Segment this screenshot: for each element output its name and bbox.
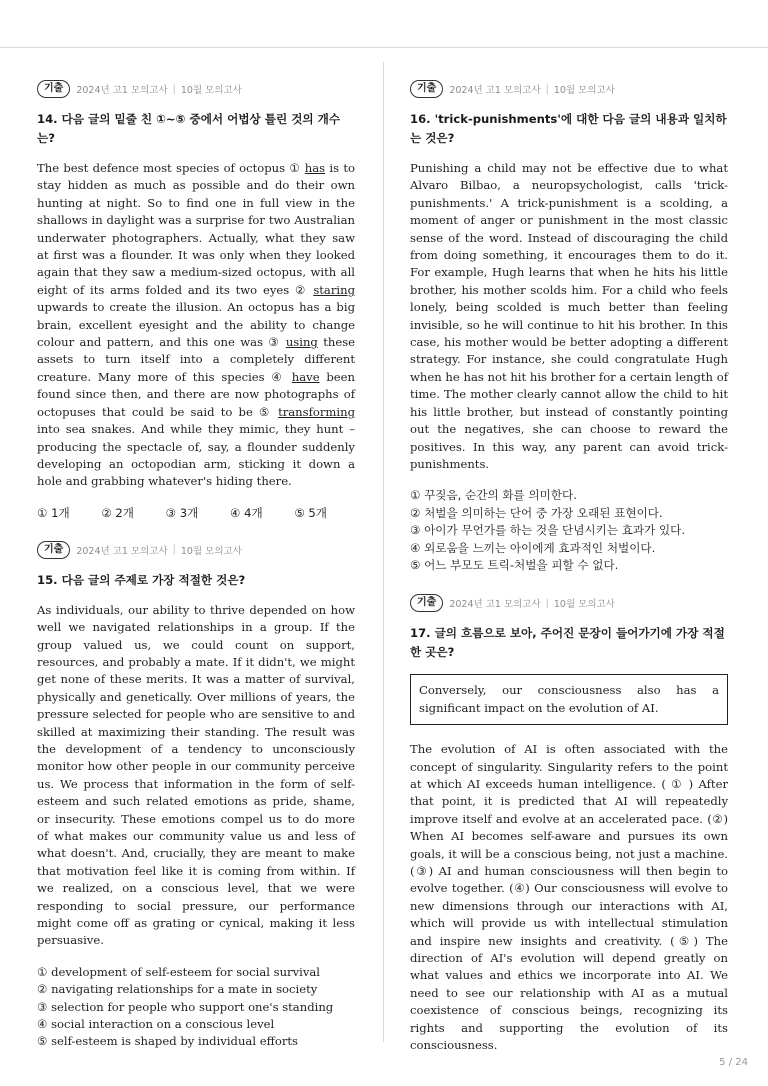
choice-2[interactable]: ② navigating relationships for a mate in society [37, 982, 318, 997]
choice-3[interactable]: ③ 3개 [165, 505, 199, 520]
question-meta [410, 594, 728, 612]
exam-year: 2024년 고1 모의고사 [449, 85, 541, 96]
question-passage: The evolution of AI is often associated with the concept of singularity. Singularity refers to the point at which AI exceeds human intelligence. ( ① ) After that point, it is predicted that AI will repeatedly improve itself and evolve at an accelerated pace. (②) When AI becomes self-aware and pursues its own goals, it will be a conscious being, not just a machine. (③) AI and human consciousness will then begin to evolve together. (④) Our consciousness will evolve to new dimensions through our interactions with AI, which will provide us with intellectual stimulation and inspire new insights and creativity. (⑤) The direction of AI's evolution will depend greatly on what values and ethics we incorporate into AI. We need to see our relationship with AI as a mutual coexistence of conscious beings, recognizing its rights and supporting the evolution of its consciousness. [410, 742, 728, 1053]
choice-3[interactable]: ③ selection for people who support one's standing [37, 999, 334, 1014]
source-tag: 기출 [37, 80, 70, 98]
question-title: 14. 다음 글의 밑줄 친 ①~⑤ 중에서 어법상 틀린 것의 개수는? [37, 112, 341, 145]
exam-month: 10월 모의고사 [553, 599, 615, 611]
passage-text: The best defence most species of octopus ① [37, 161, 305, 175]
right-column [410, 80, 728, 1074]
left-column [37, 80, 355, 1071]
exam-year: 2024년 고1 모의고사 [76, 85, 168, 96]
question-passage [37, 160, 355, 491]
question-passage: Punishing a child may not be effective due to what Alvaro Bilbao, a neuropsychologist, calls 'trick-punishments.' A trick-punishment is a scolding, a moment of anger or punishment in the most classic sense of the word. Instead of discouraging the child from doing something, it encourages them to do it. For example, Hugh learns that when he hits his little brother, his mother scolds him. For a child who feels lonely, being scolded is much better than feeling invisible, so he will continue to hit his brother. In this case, his mother would be better adopting a different strategy. For instance, she could congratulate Hugh when he has not hit his brother for a certain length of time. The mother clearly cannot allow the child to hit his little brother, but instead of constantly pointing out the negatives, she can choose to reward the positives. In this way, any parent can avoid trick-punishments. [410, 161, 728, 471]
question-meta [37, 541, 355, 559]
choice-4[interactable]: ④ 4개 [229, 505, 263, 520]
choice-1[interactable]: ① 꾸짖음, 순간의 화를 의미한다. [410, 488, 577, 503]
answer-choices [410, 487, 728, 574]
passage-text: into sea snakes. And while they mimic, they hunt – producing the spectacle of, say, a flounder suddenly developing an octopodian arm, sticking it down a hole and grabbing whatever's hiding there. [37, 422, 355, 489]
column-divider [383, 62, 384, 1042]
passage-text: been found since then, and there are now photographs of octopuses that could be said to be ⑤ [37, 369, 355, 419]
exam-year: 2024년 고1 모의고사 [76, 545, 168, 557]
answer-choices [37, 964, 355, 1051]
exam-year: 2024년 고1 모의고사 [449, 599, 541, 611]
underlined-word-2: staring [313, 282, 355, 297]
choice-2[interactable]: ② 처벌을 의미하는 단어 중 가장 오래된 표현이다. [410, 505, 663, 520]
meta-separator: | [545, 597, 549, 609]
source-tag: 기출 [37, 541, 70, 559]
choice-5[interactable]: ⑤ self-esteem is shaped by individual efforts [37, 1034, 298, 1049]
choice-4[interactable]: ④ social interaction on a conscious level [37, 1017, 275, 1032]
question-title: 15. 다음 글의 주제로 가장 적절한 것은? [37, 572, 246, 587]
question-16 [410, 80, 728, 574]
question-passage: As individuals, our ability to thrive depended on how well we navigated relationships in a group. If the group valued us, we could count on support, resources, and probably a mate. If it didn't, we might get none of these merits. It was a matter of survival, physically and genetically. Over millions of years, the pressure selected for people who are sensitive to and skilled at maximizing their standing. The result was the development of a tendency to unconsciously monitor how other people in our community perceive us. We process that information in the form of self-esteem and such related emotions as pride, shame, or insecurity. These emotions compel us to do more of what makes our community value us and less of what doesn't. And, crucially, they are meant to make that motivation feel like it is coming from within. If we realized, on a conscious level, that we were responding to social pressure, our performance might come off as grating or cynical, making it less persuasive. [37, 602, 355, 948]
page-number: 5 / 24 [719, 1057, 748, 1068]
question-15 [37, 541, 355, 1051]
question-meta [37, 80, 355, 98]
question-meta [410, 80, 728, 98]
underlined-word-4: have [291, 369, 320, 384]
choice-4[interactable]: ④ 외로움을 느끼는 아이에게 효과적인 처벌이다. [410, 540, 656, 555]
choice-3[interactable]: ③ 아이가 무언가를 하는 것을 단념시키는 효과가 있다. [410, 523, 686, 538]
exam-month: 10월 모의고사 [180, 85, 242, 96]
passage-text: upwards to create the illusion. An octopus has a big brain, excellent eyesight and the ability to change colour and pattern, and this one was ③ [37, 300, 355, 350]
choice-1[interactable]: ① 1개 [37, 505, 70, 520]
exam-month: 10월 모의고사 [180, 545, 242, 557]
choice-5[interactable]: ⑤ 5개 [294, 505, 327, 520]
question-title: 17. 글의 흐름으로 보아, 주어진 문장이 들어가기에 가장 적절한 곳은? [410, 626, 725, 660]
given-sentence-box: Conversely, our consciousness also has a significant impact on the evolution of AI. [410, 674, 728, 725]
source-tag: 기출 [410, 80, 443, 98]
header-rule [0, 47, 768, 48]
source-tag: 기출 [410, 594, 443, 612]
passage-text: these assets to turn itself into a completely different creature. Many more of this species ④ [37, 335, 356, 384]
underlined-word-3: using [285, 335, 318, 350]
question-title: 16. 'trick-punishments'에 대한 다음 글의 내용과 일치하는 것은? [410, 112, 727, 145]
underlined-word-1: has [304, 161, 326, 175]
question-17 [410, 594, 728, 1054]
exam-month: 10월 모의고사 [553, 85, 615, 96]
meta-separator: | [172, 544, 176, 556]
question-14 [37, 80, 355, 521]
passage-text: is to stay hidden as much as possible and do their own hunting at night. So to find one in full view in the shallows in daylight was a surprise for two Australian underwater photographers. Actually, what they saw at first was a flounder. It was only when they looked again that they saw a medium-sized octopus, with all eight of its arms folded and its two eyes ② [37, 161, 355, 297]
choice-2[interactable]: ② 2개 [101, 505, 134, 520]
choice-5[interactable]: ⑤ 어느 부모도 트릭-처벌을 피할 수 없다. [410, 557, 619, 572]
meta-separator: | [172, 83, 176, 95]
choice-1[interactable]: ① development of self-esteem for social survival [37, 964, 321, 979]
meta-separator: | [545, 83, 549, 95]
underlined-word-5: transforming [278, 404, 355, 419]
answer-choices [37, 505, 327, 521]
